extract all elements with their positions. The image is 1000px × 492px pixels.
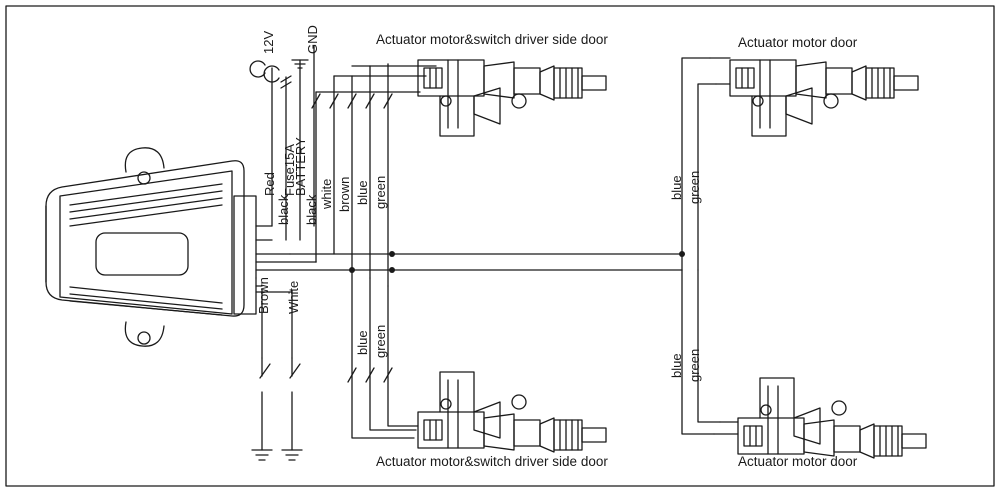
caption-actuator-bottom-right: Actuator motor door: [738, 454, 858, 469]
label-wire-green-bottom-left: green: [373, 324, 388, 358]
label-wire-white-out: White: [286, 280, 301, 314]
label-12v: 12V: [261, 30, 276, 54]
label-wire-white: white: [319, 178, 334, 209]
label-fuse: Fuse15A: [282, 143, 297, 196]
label-wire-brown: brown: [337, 176, 352, 212]
label-wire-red: Red: [262, 172, 277, 196]
label-wire-black-1: black: [276, 194, 291, 225]
caption-actuator-bottom-left: Actuator motor&switch driver side door: [376, 454, 608, 469]
actuator-bottom-left: [418, 372, 606, 452]
actuator-top-right: [710, 58, 918, 136]
actuator-top-left: [418, 60, 606, 136]
label-wire-blue-top-right: blue: [669, 175, 684, 200]
label-battery: BATTERY: [293, 137, 308, 196]
control-module: [46, 148, 256, 346]
label-wire-blue-top-left: blue: [355, 180, 370, 205]
actuator-bottom-right: [714, 378, 926, 458]
caption-actuator-top-right: Actuator motor door: [738, 35, 858, 50]
label-gnd: GND: [305, 25, 320, 54]
label-wire-black-2: black: [304, 194, 319, 225]
right-trunk: [290, 251, 685, 273]
brown-white-ground: [252, 358, 302, 460]
label-wire-green-bottom-right: green: [687, 348, 702, 382]
label-wire-brown-out: Brown: [256, 277, 271, 314]
label-wire-green-top-left: green: [373, 175, 388, 209]
label-wire-blue-bottom-left: blue: [355, 330, 370, 355]
label-wire-blue-bottom-right: blue: [669, 353, 684, 378]
caption-actuator-top-left: Actuator motor&switch driver side door: [376, 32, 608, 47]
label-wire-green-top-right: green: [687, 170, 702, 204]
